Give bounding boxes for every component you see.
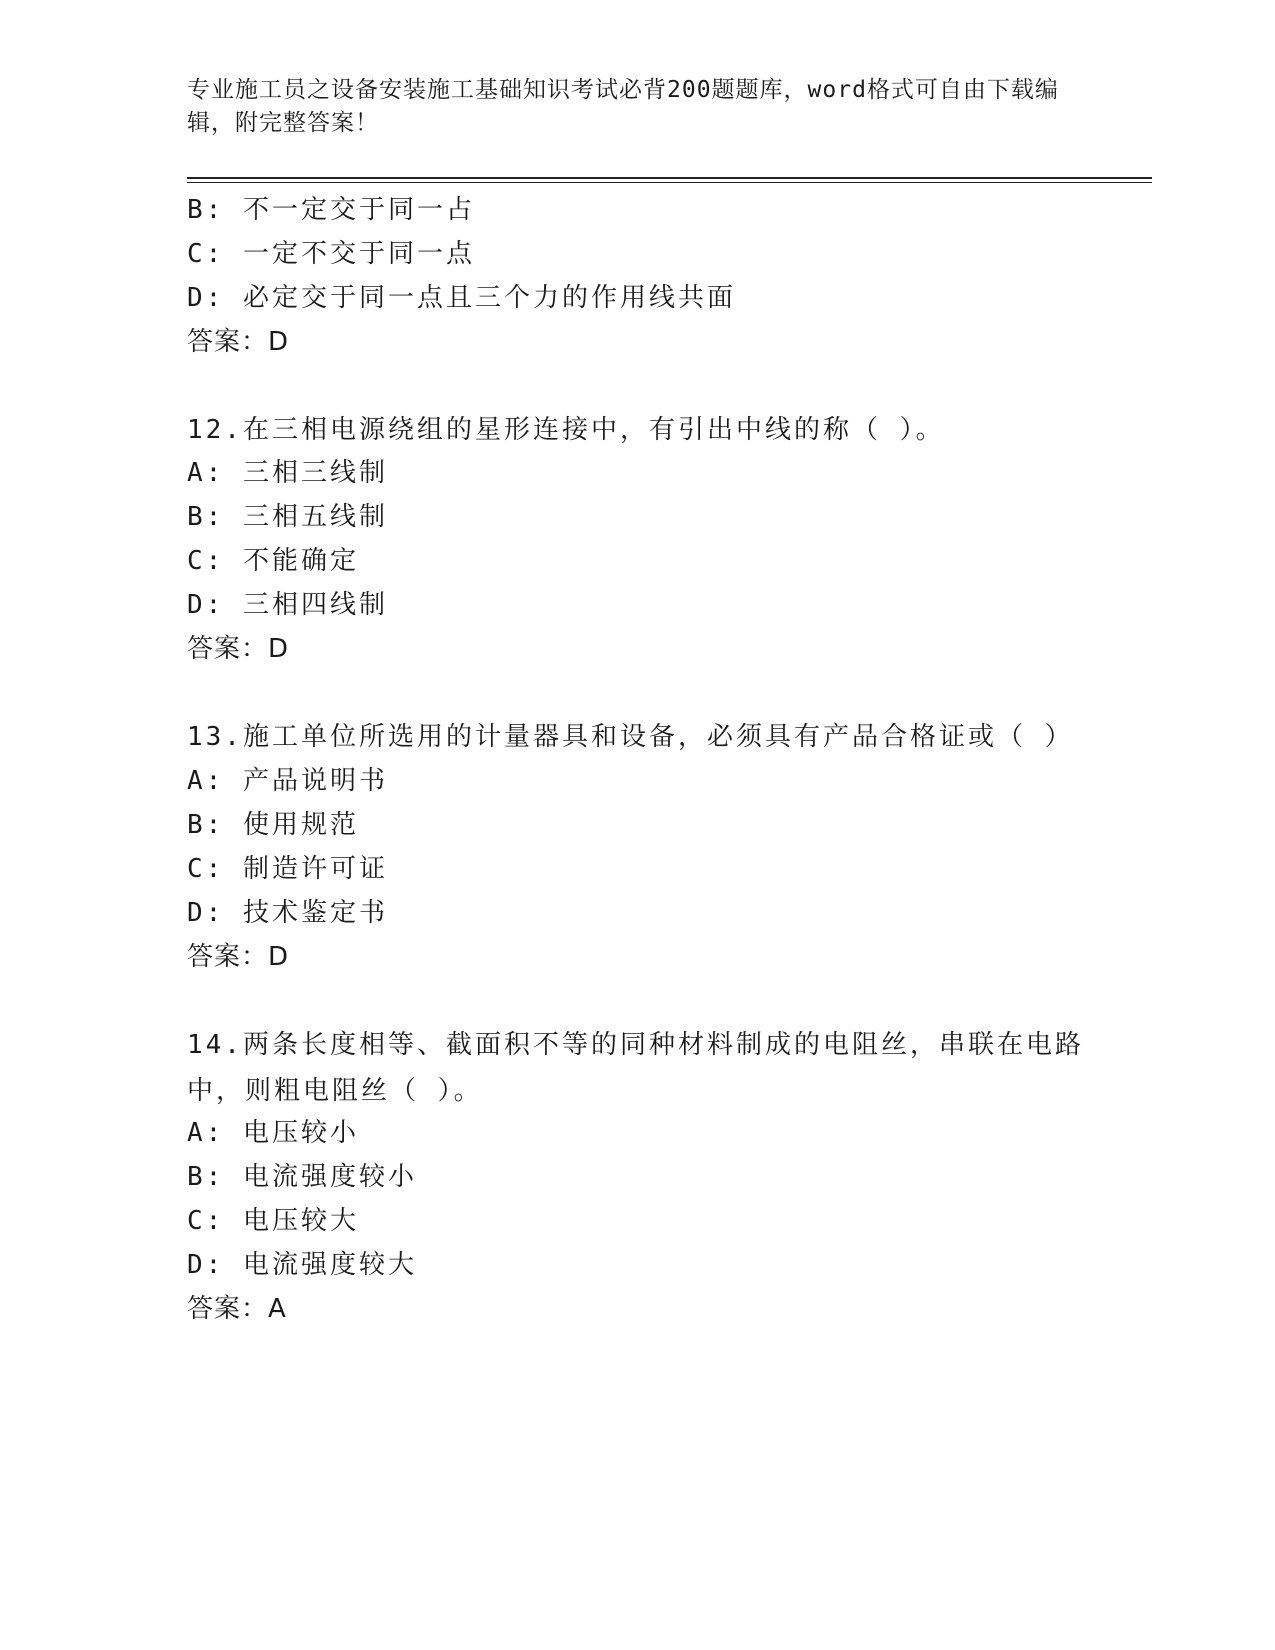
answer-line: 答案：D [187, 942, 290, 972]
option-a: A: 产品说明书 [187, 766, 388, 796]
option-d: D: 必定交于同一点且三个力的作用线共面 [187, 283, 736, 313]
option-c: C: 制造许可证 [187, 854, 388, 884]
document-header: 专业施工员之设备安装施工基础知识考试必背200题题库，word格式可自由下载编辑，附完整答案！ [187, 77, 1059, 136]
option-b: B: 电流强度较小 [187, 1162, 417, 1192]
answer-line: 答案：D [187, 634, 290, 664]
header-divider-thin [187, 182, 1152, 183]
option-b: B: 不一定交于同一占 [187, 195, 475, 225]
option-c: C: 电压较大 [187, 1206, 359, 1236]
option-c: C: 一定不交于同一点 [187, 239, 475, 269]
question-text: 14.两条长度相等、截面积不等的同种材料制成的电阻丝，串联在电路中，则粗电阻丝（ ）。 [187, 1030, 1084, 1106]
answer-line: 答案：A [187, 1294, 287, 1324]
option-d: D: 电流强度较大 [187, 1250, 417, 1280]
option-a: A: 三相三线制 [187, 458, 388, 488]
question-text: 12.在三相电源绕组的星形连接中，有引出中线的称（ ）。 [187, 415, 945, 445]
option-b: B: 三相五线制 [187, 502, 388, 532]
header-divider-thick [187, 177, 1152, 179]
option-d: D: 三相四线制 [187, 590, 388, 620]
option-a: A: 电压较小 [187, 1118, 359, 1148]
option-b: B: 使用规范 [187, 810, 359, 840]
question-text: 13.施工单位所选用的计量器具和设备，必须具有产品合格证或（ ） [187, 722, 1074, 752]
option-d: D: 技术鉴定书 [187, 898, 388, 928]
option-c: C: 不能确定 [187, 546, 359, 576]
answer-line: 答案：D [187, 327, 290, 357]
